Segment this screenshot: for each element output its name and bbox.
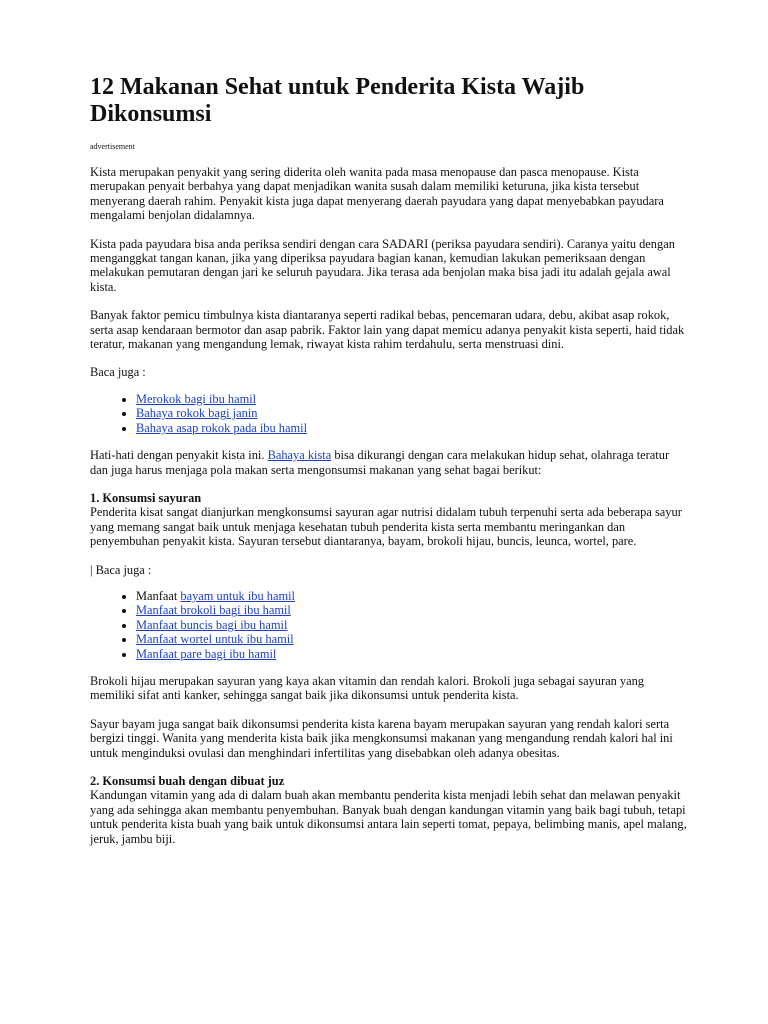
related-link[interactable]: bayam untuk ibu hamil [180,588,295,603]
advertisement-label: advertisement [90,142,135,151]
related-link[interactable]: Manfaat wortel untuk ibu hamil [136,632,294,647]
section-paragraph: Penderita kisat sangat dianjurkan mengkonsumsi sayuran agar nutrisi didalam tubuh terpenuhi serta ada beberapa sayur yang memang sangat baik untuk menjaga kesehatan tubuh penderita kista serta membantu meringankan dan penyembuhan penyakit kista. Sayuran tersebut diantaranya, bayam, brokoli hijau, buncis, leunca, wortel, pare. [90,505,682,549]
paragraph-bayam: Sayur bayam juga sangat baik dikonsumsi penderita kista karena bayam merupakan sayuran yang rendah kalori serta bergizi tinggi. Wanita yang menderita kista baik jika mengkonsumsi makanan yang mengandung rendah kalori hal ini untuk menginduksi ovulasi dan menghindari infertilitas yang disebabkan oleh adanya obesitas. [90,716,673,760]
section-heading: 1. Konsumsi sayuran [90,490,202,505]
list-item [136,406,688,420]
bahaya-kista-link[interactable]: Bahaya kista [267,448,332,463]
section-heading: 2. Konsumsi buah dengan dibuat juz [90,774,285,788]
paragraph-brokoli: Brokoli hijau merupakan sayuran yang kaya akan vitamin dan rendah kalori. Brokoli juga sebagai sayuran yang memiliki sifat anti kanker, sehingga sangat baik jika dikonsumsi untuk penderita kista. [90,673,644,703]
intro-paragraph-1: Kista merupakan penyakit yang sering diderita oleh wanita pada masa menopause dan pasca menopause. Kista merupakan penyait berbahya yang dapat menjadikan wanita susah dalam memiliki keturuna, jika kista tersebut menyerang daerah rahim. Penyakit kista juga dapat menyerang daerah payudara yang dapat menyebabkan payudara mengalami benjolan didalamnya. [90,165,664,223]
related-link[interactable]: Bahaya asap rokok pada ibu hamil [136,420,308,435]
section-paragraph: Kandungan vitamin yang ada di dalam buah akan membantu penderita kista menjadi lebih sehat dan melawan penyakit yang ada sehingga akan membantu penyembuhan. Banyak buah dengan kandungan vitamin yang baik bagi tubuh, tetapi untuk penderita kista buah yang baik untuk dikonsumsi antara lain seperti tomat, pepaya, belimbing manis, apel malang, jeruk, jambu biji. [90,788,687,846]
related-link[interactable]: Manfaat brokoli bagi ibu hamil [136,603,291,618]
baca-juga-list [90,392,688,435]
section-buah [90,774,688,846]
paragraph-text: bisa dikurangi dengan cara melakukan hidup sehat, olahraga teratur dan juga harus menjaga pola makan serta mengonsumsi makanan yang sehat bagai berikut: [90,448,670,477]
list-item [136,647,688,661]
list-item [136,632,688,646]
list-item [136,618,688,632]
list-item [136,392,688,406]
baca-juga-label: Baca juga : [90,365,146,380]
baca-juga-list [90,589,688,661]
related-link[interactable]: Manfaat buncis bagi ibu hamil [136,617,288,632]
related-link[interactable]: Manfaat pare bagi ibu hamil [136,646,277,661]
paragraph-text: Hati-hati dengan penyakit kista ini. [90,448,268,463]
list-prefix: Manfaat [136,588,181,603]
list-item [136,603,688,617]
related-link[interactable]: Merokok bagi ibu hamil [136,391,257,406]
article-title: 12 Makanan Sehat untuk Penderita Kista Wajib Dikonsumsi [90,74,585,127]
intro-paragraph-3: Banyak faktor pemicu timbulnya kista diantaranya seperti radikal bebas, pencemaran udara, debu, akibat asap rokok, serta asap kendaraan bermotor dan asap pabrik. Faktor lain yang dapat memicu adanya penyakit kista seperti, haid tidak teratur, makanan yang mengandung lemak, riwayat kista rahim terdahulu, serta menstruasi dini. [90,308,685,352]
intro-paragraph-2: Kista pada payudara bisa anda periksa sendiri dengan cara SADARI (periksa payudara sendiri). Caranya yaitu dengan menganggkat tangan kanan, jika yang diperiksa payudara bagian kanan, kemudian lakukan pemeriksaan dengan melakukan pemutaran dengan jari ke seluruh payudara. Jika terasa ada benjolan maka bisa jadi itu adalah gejala awal kista. [90,236,675,294]
section-sayuran [90,491,688,549]
list-item [136,421,688,435]
baca-juga-label: | Baca juga : [90,562,152,577]
list-item [136,589,688,603]
paragraph-hati-hati [90,448,688,477]
related-link[interactable]: Bahaya rokok bagi janin [136,406,258,421]
